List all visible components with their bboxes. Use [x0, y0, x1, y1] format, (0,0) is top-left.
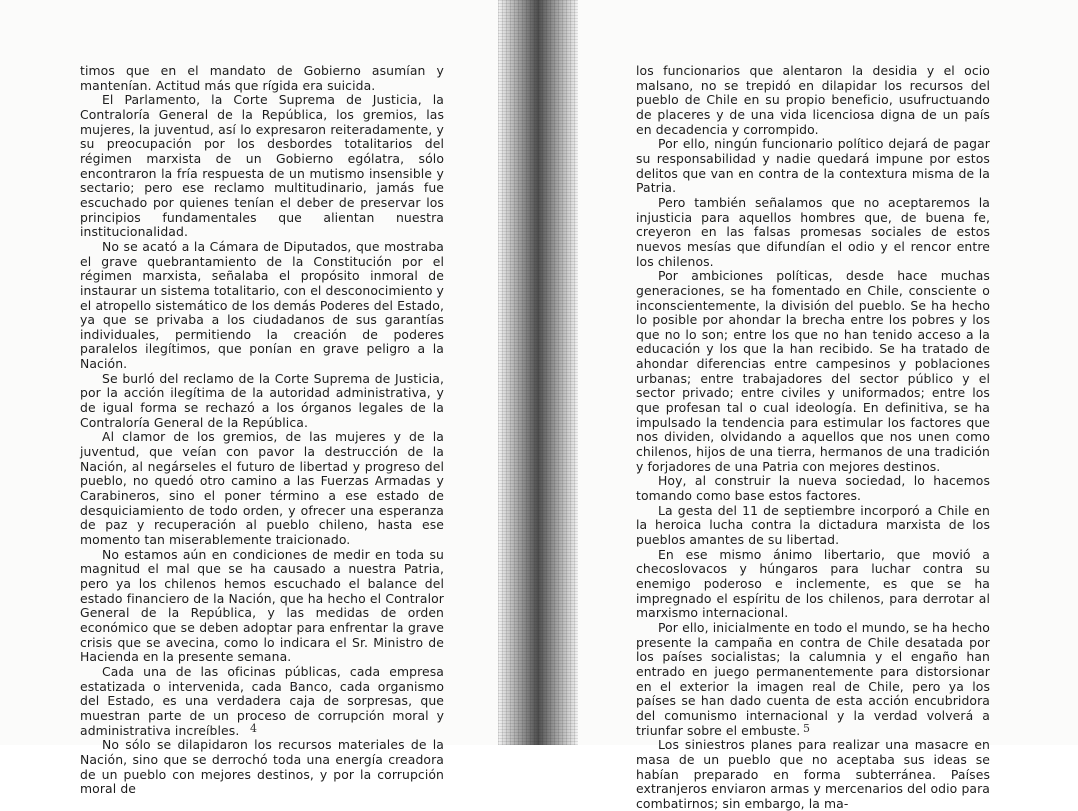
paragraph: No sólo se dilapidaron los recursos materiales de la Nación, sino que se derrochó toda una energía creadora de un pueblo con mejores destinos, y por la corrupción moral de	[80, 737, 444, 797]
paragraph: Cada una de las oficinas públicas, cada empresa estatizada o intervenida, cada Banco, cada organismo del Estado, es una verdadera caja de sorpresas, que muestran parte de un proceso de corrupción moral y administrativa increíbles.	[80, 663, 444, 738]
paragraph: Los siniestros planes para realizar una masacre en masa de un pueblo que no aceptaba sus ideas se habían preparado en forma subterránea. Países extranjeros enviaron armas y mercenarios del odio para combatirnos; sin embargo, la ma-	[636, 737, 990, 811]
left-page-text	[80, 64, 444, 797]
paragraph: Se burló del reclamo de la Corte Suprema de Justicia, por la acción ilegítima de la autoridad administrativa, y de igual forma se rechazó a los órganos legales de la Contraloría General de la República.	[80, 370, 444, 430]
page-number: 4	[250, 722, 257, 735]
paragraph: Al clamor de los gremios, de las mujeres y de la juventud, que veían con pavor la destrucción de la Nación, al negárseles el futuro de libertad y progreso del pueblo, no quedó otro camino a las Fuerzas Armadas y Carabineros, sino el poner término a ese estado de desquiciamiento de todo orden, y ofrecer una esperanza de paz y recuperación al pueblo chileno, hasta ese momento tan miserablemente traicionado.	[80, 429, 444, 547]
paragraph: No estamos aún en condiciones de medir en toda su magnitud el mal que se ha causado a nuestra Patria, pero ya los chilenos hemos escuchado el balance del estado financiero de la Nación, que ha hecho el Contralor General de la República, y las medidas de orden económico que se deben adoptar para enfrentar la grave crisis que se avecina, como lo indicara el Sr. Ministro de Hacienda en la presente semana.	[80, 546, 444, 665]
paragraph: Por ello, inicialmente en todo el mundo, se ha hecho presente la campaña en contra de Chile desatada por los países socialistas; la calumnia y el engaño han entrado en juego permanentemente para distorsionar en el exterior la imagen real de Chile, pero ya los países se han dado cuenta de esta acción encubridora del comunismo internacional y la verdad volverá a triunfar sobre el embuste.	[636, 619, 990, 738]
paragraph: Hoy, al construir la nueva sociedad, lo hacemos tomando como base estos factores.	[636, 473, 990, 504]
paragraph: El Parlamento, la Corte Suprema de Justicia, la Contraloría General de la República, los gremios, las mujeres, la juventud, así lo expresaron reiteradamente, y su preocupación por los desbordes totalitarios del régimen marxista de un Gobierno ególatra, sólo encontraron la fría respuesta de un mutismo insensible y sectario; pero ese reclamo multitudinario, jamás fue escuchado por quienes tenían el deber de preservar los principios fundamentales que alientan nuestra institucionalidad.	[80, 92, 444, 240]
paragraph: Por ambiciones políticas, desde hace muchas generaciones, se ha fomentado en Chile, consciente o inconscientemente, la división del pueblo. Se ha hecho lo posible por ahondar la brecha entre los pobres y los que no lo son; entre los que no han tenido acceso a la educación y los que la han recibido. Se ha tratado de ahondar diferencias entre campesinos y poblaciones urbanas; entre trabajadores del sector público y el sector privado; entre civiles y uniformados; entre los que profesan tal o cual ideología. En definitiva, se ha impulsado la tendencia para estimular los factores que nos dividen, olvidando a aquellos que nos unen como chilenos, hijos de una tierra, hermanos de una tradición y forjadores de una Patria con mejores destinos.	[636, 268, 990, 474]
paragraph: Por ello, ningún funcionario político dejará de pagar su responsabilidad y nadie quedará impune por estos delitos que van en contra de la contextura misma de la Patria.	[636, 136, 990, 196]
paragraph: timos que en el mandato de Gobierno asumían y mantenían. Actitud más que rígida era suicida.	[80, 63, 444, 93]
right-page-text	[636, 64, 990, 811]
paragraph: En ese mismo ánimo libertario, que movió a checoslovacos y húngaros para luchar contra su enemigo poderoso e inclemente, es que se ha impregnado el espíritu de los chilenos, para derrotar al marxismo internacional.	[636, 546, 990, 621]
paragraph: Pero también señalamos que no aceptaremos la injusticia para aquellos hombres que, de buena fe, creyeron en las falsas promesas sociales de estos nuevos mesías que difundían el odio y el rencor entre los chilenos.	[636, 194, 990, 269]
book-gutter	[498, 0, 578, 745]
paragraph: No se acató a la Cámara de Diputados, que mostraba el grave quebrantamiento de la Constitución por el régimen marxista, señalaba el propósito inmoral de instaurar un sistema totalitario, con el desconocimiento y el atropello sistemático de los demás Poderes del Estado, ya que se privaba a los ciudadanos de sus garantías individuales, permitiendo la creación de poderes paralelos ilegítimos, que ponían en grave peligro a la Nación.	[80, 238, 444, 372]
paragraph: los funcionarios que alentaron la desidia y el ocio malsano, no se trepidó en dilapidar los recursos del pueblo de Chile en su propio beneficio, usufructuando de placeres y de una vida licenciosa digna de un país en decadencia y corrompido.	[636, 63, 990, 137]
page-number: 5	[803, 722, 810, 735]
paragraph: La gesta del 11 de septiembre incorporó a Chile en la heroica lucha contra la dictadura marxista de los pueblos amantes de su libertad.	[636, 502, 990, 547]
